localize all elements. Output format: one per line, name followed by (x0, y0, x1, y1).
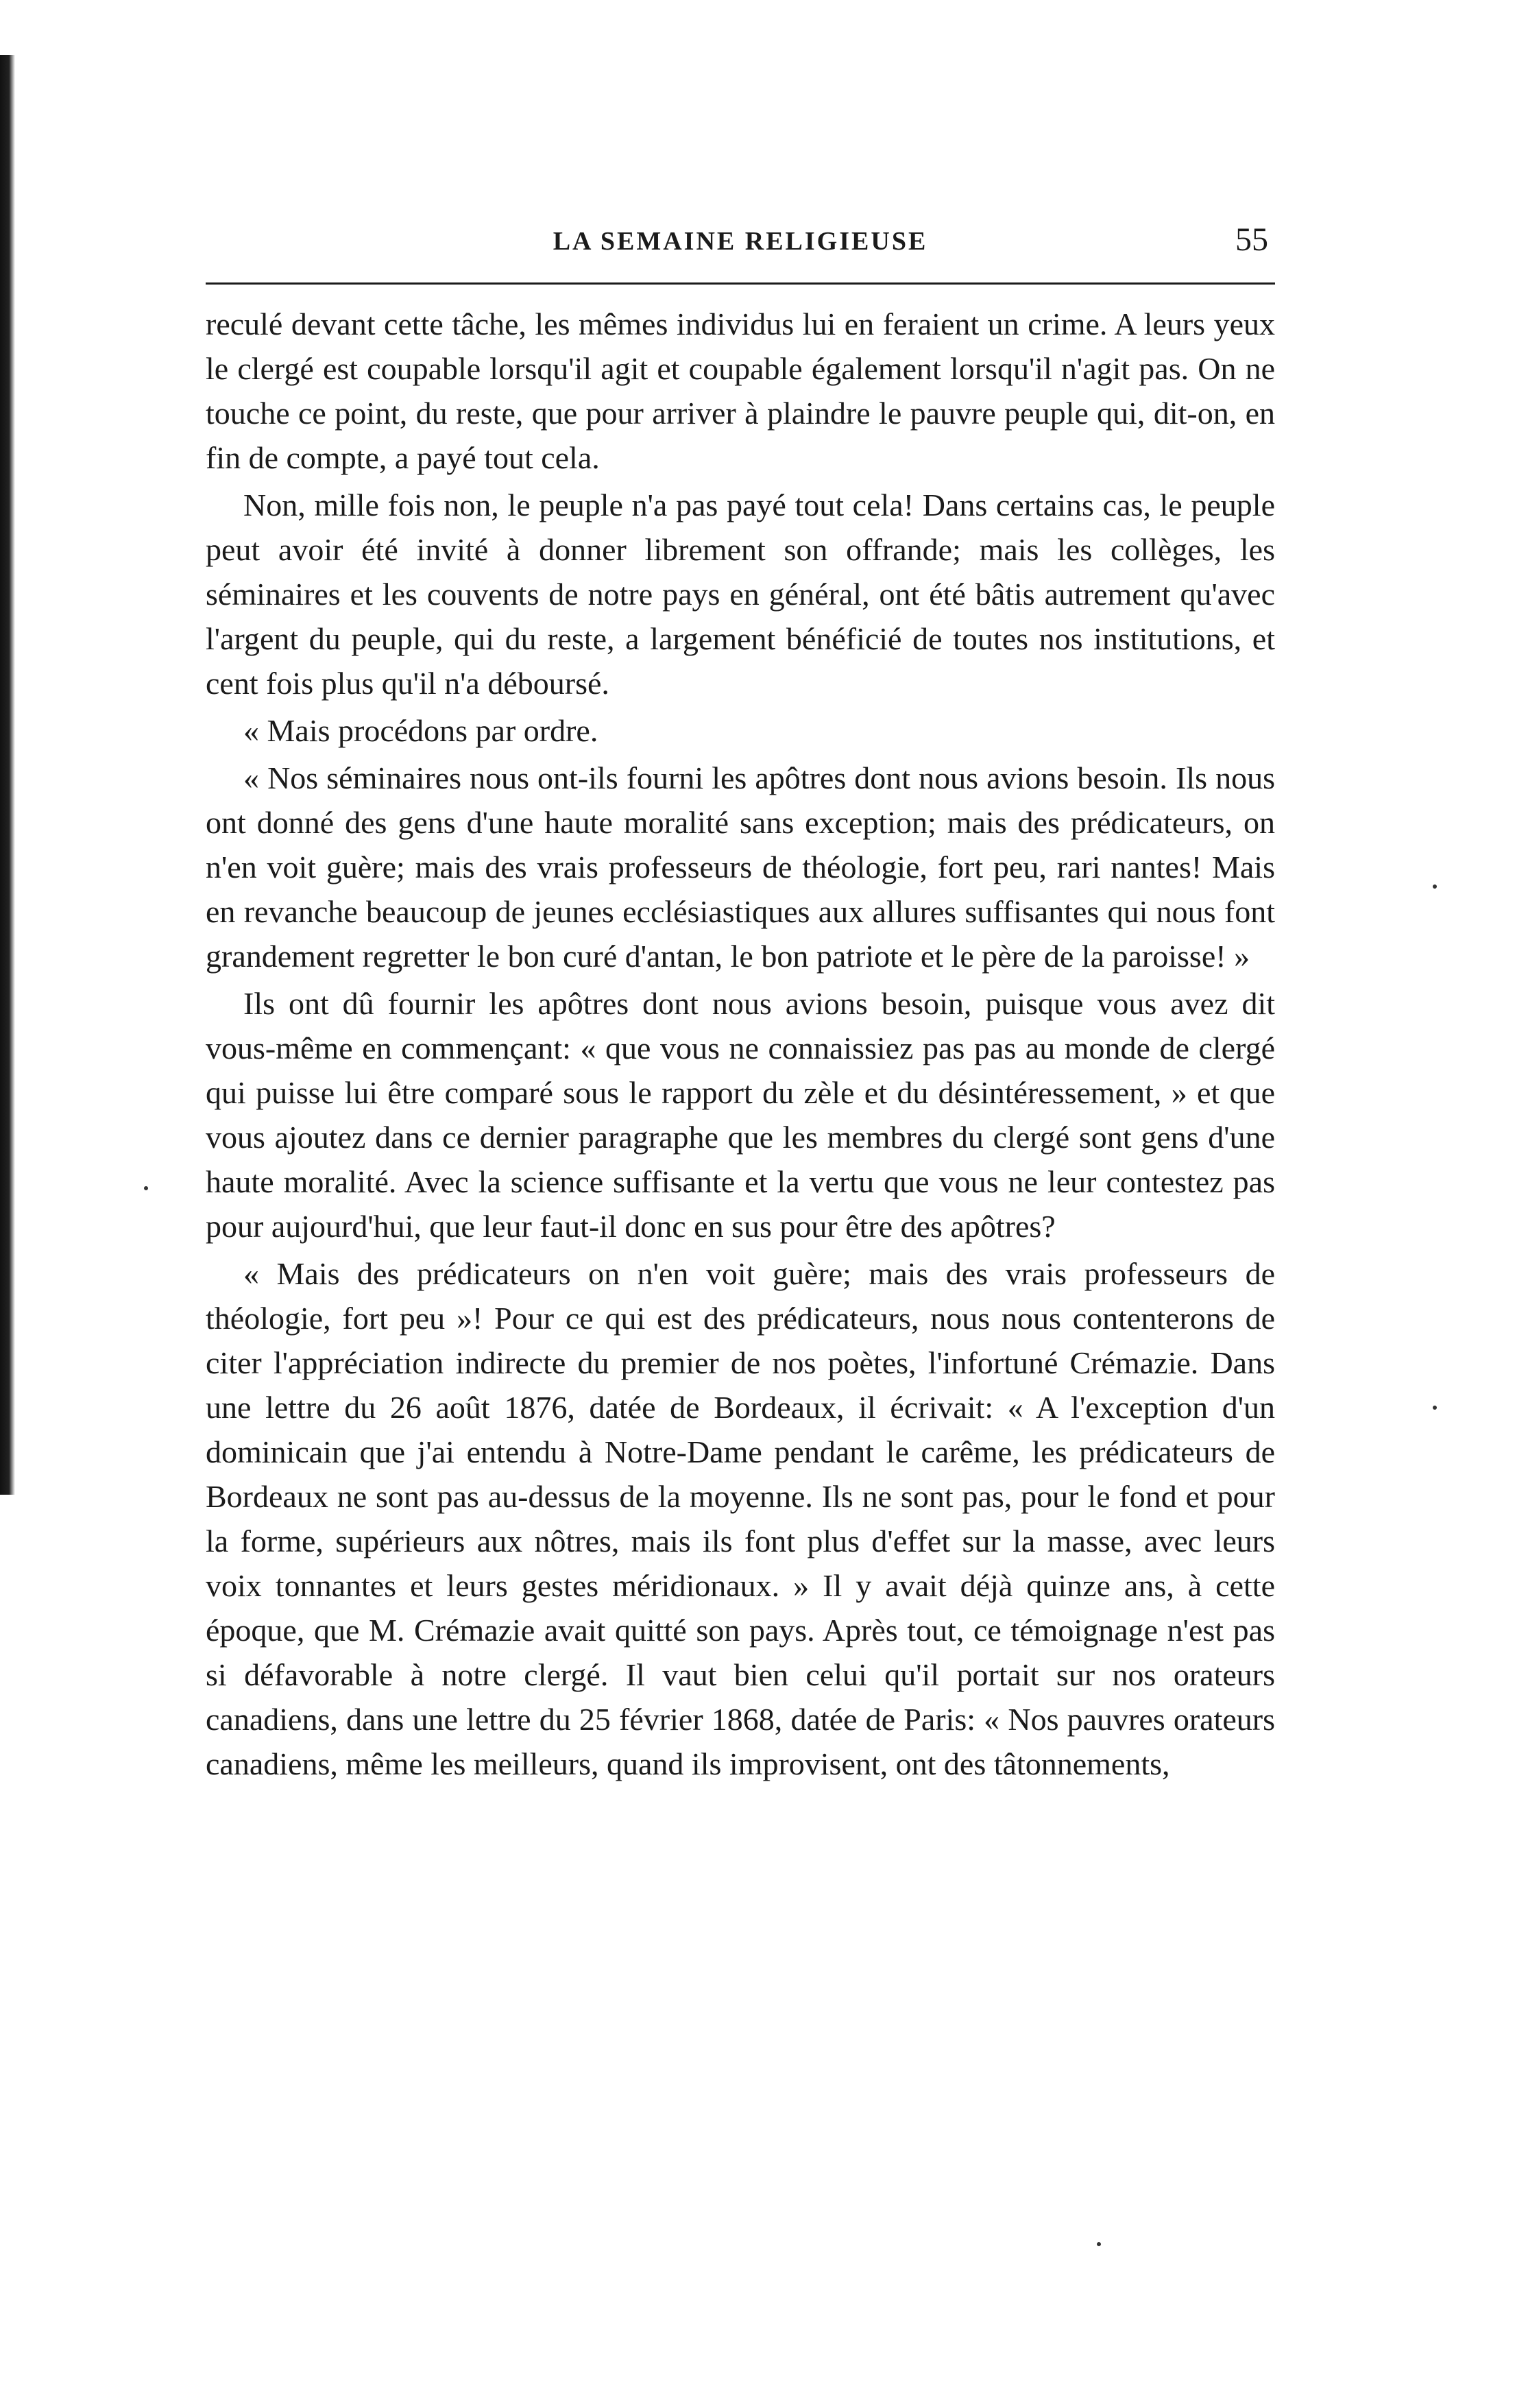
paragraph: reculé devant cette tâche, les mêmes individus lui en feraient un crime. A leurs yeux le clergé est coupable lorsqu'il agit et coupable également lorsqu'il n'agit pas. On ne touche ce point, du reste, que pour arriver à plaindre le pauvre peuple qui, dit-on, en fin de compte, a payé tout cela. (206, 306, 1275, 475)
scan-speck (144, 1186, 148, 1190)
paragraph: « Mais procédons par ordre. (243, 713, 598, 748)
running-title: LA SEMAINE RELIGIEUSE (553, 227, 928, 256)
scanned-page-edge (0, 55, 15, 1495)
header-rule (206, 282, 1275, 285)
paragraph: « Mais des prédicateurs on n'en voit guère; mais des vrais professeurs de théologie, fort peu »! Pour ce qui est des prédicateurs, nous nous contenterons de citer l'appréciation indirecte du premier de nos poètes, l'infortuné Crémazie. Dans une lettre du 26 août 1876, datée de Bordeaux, il écrivait: « A l'exception d'un dominicain que j'ai entendu à Notre-Dame pendant le carême, les prédicateurs de Bordeaux ne sont pas au-dessus de la moyenne. Ils ne sont pas, pour le fond et pour la forme, supérieurs aux nôtres, mais ils font plus d'effet sur la masse, avec leurs voix tonnantes et leurs gestes méridionaux. » Il y avait déjà quinze ans, à cette époque, que M. Crémazie avait quitté son pays. Après tout, ce témoignage n'est pas si défavorable à notre clergé. Il vaut bien celui qu'il portait sur nos orateurs canadiens, dans une lettre du 25 février 1868, datée de Paris: « Nos pauvres orateurs canadiens, même les meilleurs, quand ils improvisent, ont des tâtonnements, (206, 1256, 1275, 1781)
page-header (206, 213, 1275, 267)
body-text (206, 302, 1275, 1786)
scan-speck (1097, 2242, 1101, 2246)
page-number: 55 (1235, 221, 1268, 258)
scan-speck (1433, 884, 1437, 889)
scan-speck (1433, 1406, 1437, 1410)
paragraph: « Nos séminaires nous ont-ils fourni les apôtres dont nous avions besoin. Ils nous ont donné des gens d'une haute moralité sans exception; mais des prédicateurs, on n'en voit guère; mais des vrais professeurs de théologie, fort peu, rari nantes! Mais en revanche beaucoup de jeunes ecclésiastiques aux allures suffisantes qui nous font grandement regretter le bon curé d'antan, le bon patriote et le père de la paroisse! » (206, 760, 1275, 974)
paragraph: Ils ont dû fournir les apôtres dont nous avions besoin, puisque vous avez dit vous-même en commençant: « que vous ne connaissiez pas pas au monde de clergé qui puisse lui être comparé sous le rapport du zèle et du désintéressement, » et que vous ajoutez dans ce dernier paragraphe que les membres du clergé sont gens d'une haute moralité. Avec la science suffisante et la vertu que vous ne leur contestez pas pour aujourd'hui, que leur faut-il donc en sus pour être des apôtres? (206, 986, 1275, 1244)
paragraph: Non, mille fois non, le peuple n'a pas payé tout cela! Dans certains cas, le peuple peut avoir été invité à donner librement son offrande; mais les collèges, les séminaires et les couvents de notre pays en général, ont été bâtis autrement qu'avec l'argent du peuple, qui du reste, a largement bénéficié de toutes nos institutions, et cent fois plus qu'il n'a déboursé. (206, 487, 1275, 701)
